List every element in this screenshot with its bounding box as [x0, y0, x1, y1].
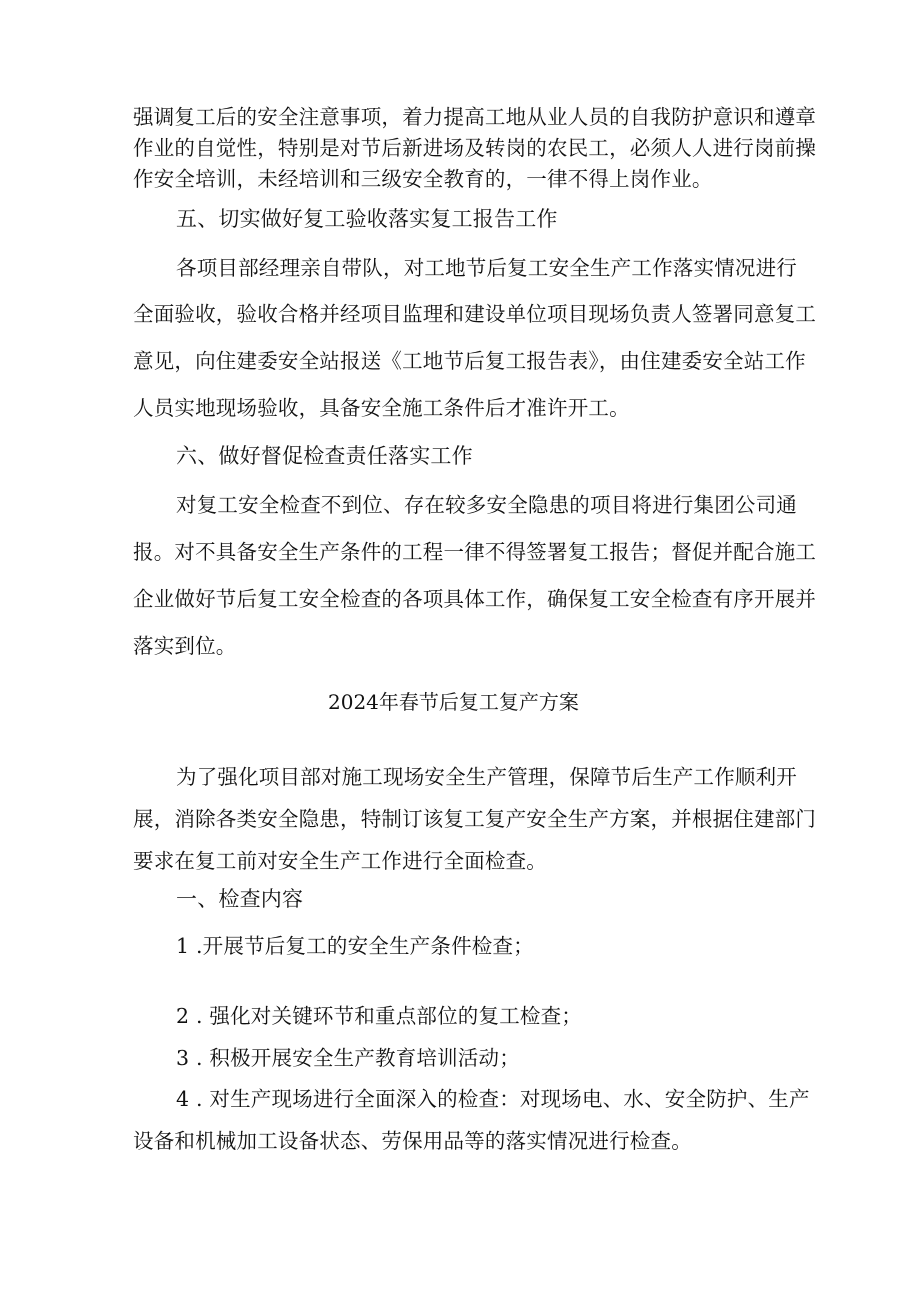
paragraph-line: 作业的自觉性，特别是对节后新进场及转岗的农民工，必须人人进行岗前操 — [133, 136, 817, 160]
paragraph-line: 要求在复工前对安全生产工作进行全面检查。 — [133, 849, 547, 873]
document-title: 2024年春节后复工复产方案 — [328, 690, 579, 714]
paragraph-line: 对复工安全检查不到位、存在较多安全隐患的项目将进行集团公司通 — [176, 493, 797, 517]
paragraph-line: 落实到位。 — [133, 634, 237, 658]
paragraph-line: 意见，向住建委安全站报送《工地节后复工报告表》，由住建委安全站工作 — [133, 349, 806, 373]
list-item: 1 .开展节后复工的安全生产条件检查； — [176, 934, 534, 958]
section-heading-6: 六、做好督促检查责任落实工作 — [176, 444, 473, 468]
list-item-continuation: 设备和机械加工设备状态、劳保用品等的落实情况进行检查。 — [133, 1129, 692, 1153]
list-item: 2 . 强化对关键环节和重点部位的复工检查； — [176, 1004, 582, 1028]
paragraph-line: 人员实地现场验收，具备安全施工条件后才准许开工。 — [133, 396, 630, 420]
paragraph-line: 为了强化项目部对施工现场安全生产管理，保障节后生产工作顺利开 — [176, 765, 797, 789]
list-item: 4 . 对生产现场进行全面深入的检查：对现场电、水、安全防护、生产 — [176, 1087, 810, 1111]
paragraph-line: 强调复工后的安全注意事项，着力提高工地从业人员的自我防护意识和遵章 — [133, 105, 817, 129]
paragraph-line: 企业做好节后复工安全检查的各项具体工作，确保复工安全检查有序开展并 — [133, 587, 817, 611]
section-heading-5: 五、切实做好复工验收落实复工报告工作 — [176, 207, 558, 231]
paragraph-line: 作安全培训，未经培训和三级安全教育的，一律不得上岗作业。 — [133, 167, 713, 191]
section-heading-1: 一、检查内容 — [176, 887, 304, 911]
paragraph-line: 全面验收，验收合格并经项目监理和建设单位项目现场负责人签署同意复工 — [133, 302, 817, 326]
paragraph-line: 展，消除各类安全隐患，特制订该复工复产安全生产方案，并根据住建部门 — [133, 807, 817, 831]
list-item: 3 . 积极开展安全生产教育培训活动； — [176, 1046, 520, 1070]
paragraph-line: 各项目部经理亲自带队，对工地节后复工安全生产工作落实情况进行 — [176, 256, 797, 280]
paragraph-line: 报。对不具备安全生产条件的工程一律不得签署复工报告；督促并配合施工 — [133, 540, 817, 564]
